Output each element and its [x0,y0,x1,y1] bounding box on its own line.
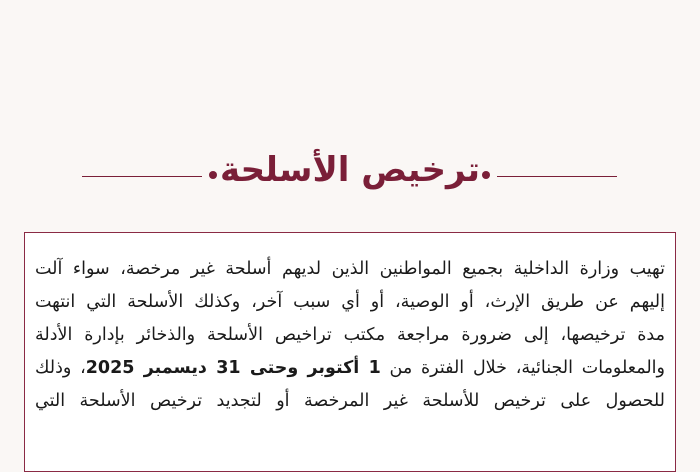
announcement-body [35,253,665,418]
body-line-4-start: والمعلومات الجنائية، خلال الفترة من [389,358,665,378]
body-line-4-end: ، وذلك [35,358,86,378]
body-line-4 [35,352,665,385]
period-dates: 1 أكتوبر وحتى 31 ديسمبر 2025 [85,358,381,378]
title-dot-right [482,171,490,179]
page-title: ترخيص الأسلحة [220,150,480,190]
body-line-5: للحصول على ترخيص للأسلحة غير المرخصة أو لتجديد ترخيص الأسلحة التي [35,391,665,411]
body-line-2: إليهم عن طريق الإرث، أو الوصية، أو أي سبب آخر، وكذلك الأسلحة التي انتهت [35,292,665,312]
body-line-1: تهيب وزارة الداخلية بجميع المواطنين الذين لديهم أسلحة غير مرخصة، سواء آلت [35,259,665,279]
title-dot-left [209,171,217,179]
title-divider-left [82,176,202,177]
title-row [0,146,700,196]
announcement-card [24,232,676,472]
title-divider-right [497,176,617,177]
body-line-3: مدة ترخيصها، إلى ضرورة مراجعة مكتب تراخيص الأسلحة والذخائر بإدارة الأدلة [35,325,665,345]
